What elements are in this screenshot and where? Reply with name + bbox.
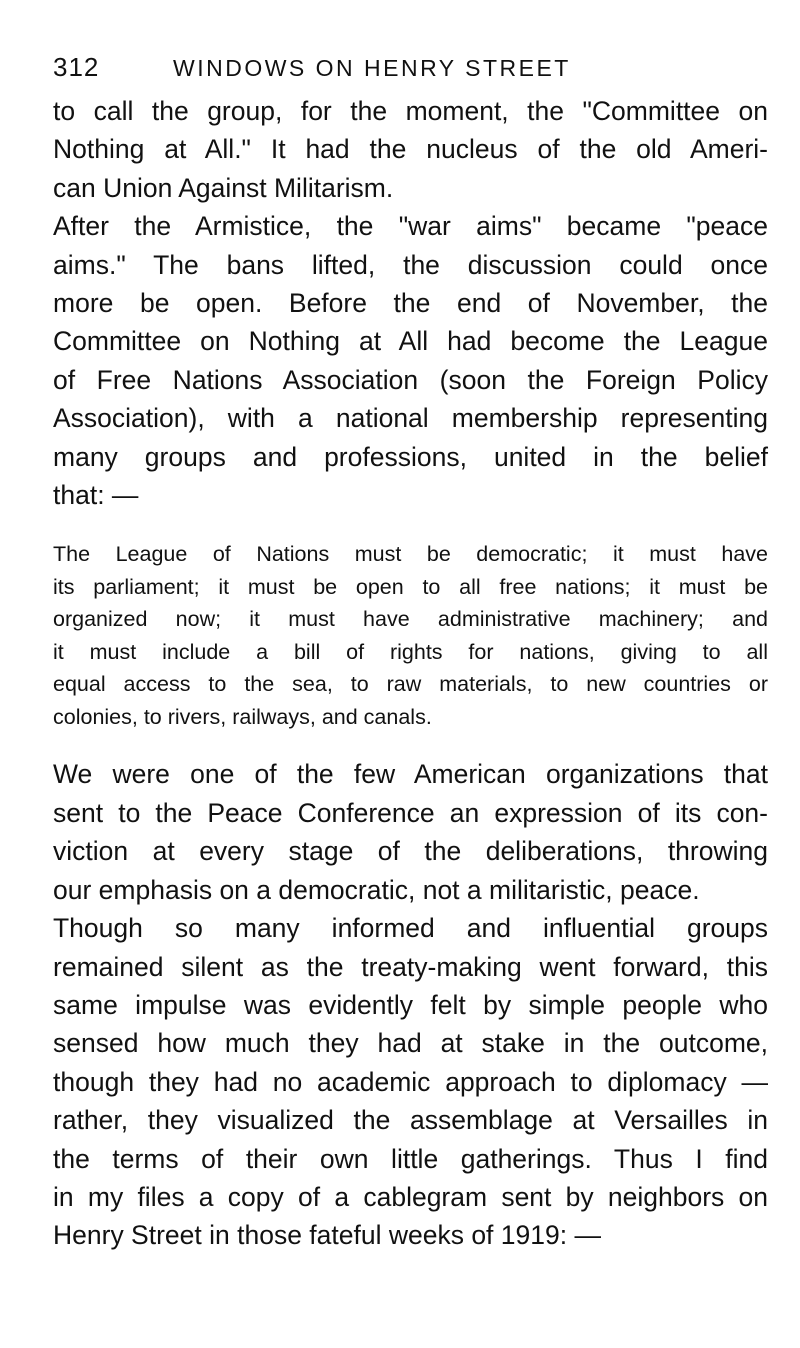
text-line: sensed how much they had at stake in the outcome, — [53, 1028, 768, 1059]
text-line: Though so many informed and influential groups — [53, 913, 768, 944]
text-line: sent to the Peace Conference an expression of its con- — [53, 797, 768, 828]
text-line: aims." The bans lifted, the discussion could once — [53, 249, 768, 280]
quote-line: organized now; it must have administrative machinery; and — [53, 607, 768, 632]
text-line: same impulse was evidently felt by simple people who — [53, 989, 768, 1020]
paragraph-3 — [53, 755, 768, 909]
paragraph-2 — [53, 207, 768, 514]
quote-line: colonies, to rivers, railways, and canals. — [53, 704, 432, 729]
text-line: many groups and professions, united in the belief — [53, 441, 768, 472]
text-line: to call the group, for the moment, the "Committee on — [53, 96, 768, 126]
quote-line: equal access to the sea, to raw materials, to new countries or — [53, 672, 768, 697]
running-head: WINDOWS ON HENRY STREET — [173, 55, 571, 81]
text-line: Association), with a national membership representing — [53, 403, 768, 434]
page-number: 312 — [53, 52, 100, 82]
text-line: the terms of their own little gatherings. Thus I find — [53, 1143, 768, 1174]
text-line: in my files a copy of a cablegram sent by neighbors on — [53, 1181, 768, 1212]
text-line: though they had no academic approach to diplomacy — — [53, 1066, 768, 1097]
quote-line: The League of Nations must be democratic; it must have — [53, 542, 768, 567]
quote-line: it must include a bill of rights for nations, giving to all — [53, 639, 768, 664]
text-line: viction at every stage of the deliberations, throwing — [53, 836, 768, 867]
book-page — [53, 52, 768, 1255]
page-header — [53, 52, 768, 92]
text-line: rather, they visualized the assemblage at Versailles in — [53, 1105, 768, 1136]
text-line: Committee on Nothing at All had become the League — [53, 326, 768, 357]
text-line: remained silent as the treaty-making went forward, this — [53, 951, 768, 982]
text-line: more be open. Before the end of November, the — [53, 288, 768, 319]
text-line: can Union Against Militarism. — [53, 172, 394, 203]
text-line: that: — — [53, 480, 139, 511]
text-line: of Free Nations Association (soon the Foreign Policy — [53, 364, 768, 395]
text-line: We were one of the few American organizations that — [53, 759, 768, 790]
text-line: our emphasis on a democratic, not a militaristic, peace. — [53, 874, 700, 905]
text-line: After the Armistice, the "war aims" became "peace — [53, 211, 768, 242]
text-line: Henry Street in those fateful weeks of 1919: — — [53, 1220, 601, 1251]
quote-line: its parliament; it must be open to all free nations; it must be — [53, 574, 768, 599]
paragraph-1 — [53, 92, 768, 207]
block-quote — [53, 538, 768, 733]
paragraph-4 — [53, 909, 768, 1255]
text-line: Nothing at All." It had the nucleus of the old Ameri- — [53, 134, 768, 165]
